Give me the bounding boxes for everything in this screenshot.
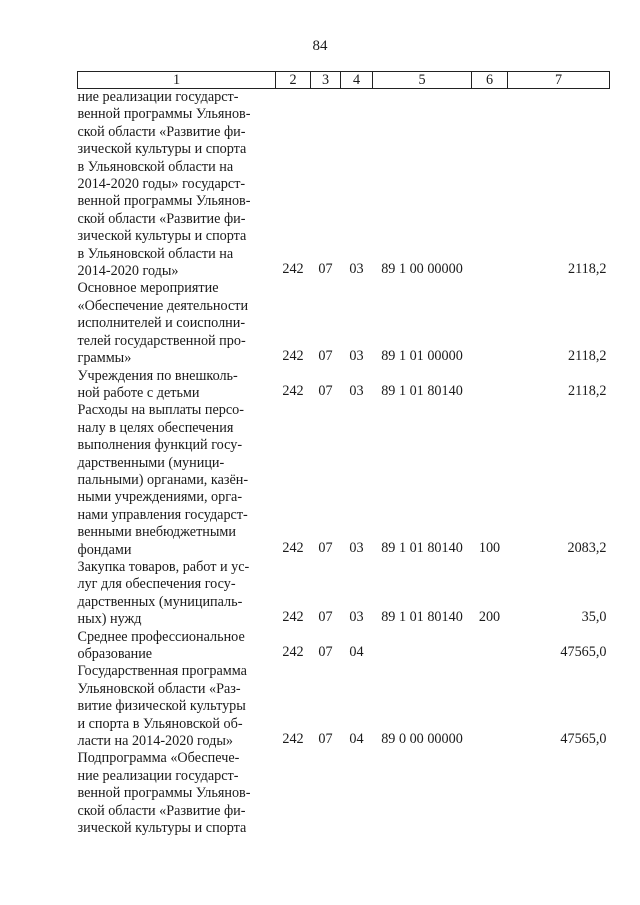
row-subsection-code: 03	[349, 609, 364, 626]
description-line: венной программы Ульянов-	[77, 785, 251, 802]
table-row	[78, 663, 610, 750]
description-line: и спорта в Ульяновской об-	[77, 715, 243, 732]
column-header-5: 5	[373, 72, 472, 89]
row-admin-code: 242	[282, 348, 304, 365]
row-expense-type	[472, 280, 508, 367]
row-amount: 47565,0	[560, 731, 607, 748]
row-section-code: 07	[318, 644, 333, 660]
description-line: зической культуры и спорта	[77, 228, 247, 245]
description-line: ных) нужд	[77, 611, 142, 628]
row-description	[78, 89, 276, 281]
row-target-article: 89 1 01 80140	[381, 609, 463, 626]
description-line: «Обеспечение деятельности	[77, 297, 249, 314]
row-description	[78, 663, 276, 750]
description-line: ской области «Развитие фи-	[77, 802, 246, 819]
description-line: венной программы Ульянов-	[77, 106, 251, 123]
row-section-code	[311, 750, 341, 837]
description-line: ской области «Развитие фи-	[77, 210, 246, 227]
row-description	[78, 559, 276, 629]
table-row	[78, 559, 610, 629]
row-expense-type: 100	[478, 539, 501, 556]
description-line: венной программы Ульянов-	[77, 193, 251, 210]
row-amount: 2118,2	[568, 382, 607, 399]
description-line: Подпрограмма «Обеспече-	[77, 750, 240, 767]
description-line: телей государственной про-	[77, 332, 246, 349]
row-expense-type	[472, 629, 508, 664]
table-row	[78, 629, 610, 664]
row-section-code: 07	[318, 539, 333, 556]
column-header-4: 4	[341, 72, 373, 89]
table-row	[78, 402, 610, 559]
description-line: Ульяновской области «Раз-	[77, 680, 241, 697]
row-admin-code: 242	[282, 261, 304, 278]
description-line: налу в целях обеспечения	[77, 419, 234, 436]
description-line: 2014-2020 годы»	[77, 263, 179, 280]
description-line: пальными) органами, казён-	[77, 471, 249, 488]
row-description	[78, 629, 276, 664]
row-target-article	[373, 629, 472, 664]
description-line: Учреждения по внешколь-	[77, 367, 238, 384]
row-subsection-code: 03	[349, 382, 364, 399]
table-row	[78, 89, 610, 281]
row-section-code: 07	[318, 731, 333, 748]
description-line: фондами	[77, 541, 132, 558]
row-description	[78, 750, 276, 837]
row-target-article: 89 1 01 00000	[381, 348, 463, 365]
page-number: 84	[312, 38, 328, 54]
row-amount: 2118,2	[568, 348, 607, 365]
description-line: ными учреждениями, орга-	[77, 489, 243, 506]
description-line: 2014-2020 годы» государст-	[77, 176, 246, 193]
row-admin-code	[276, 750, 311, 837]
row-description	[78, 368, 276, 403]
row-admin-code: 242	[282, 609, 304, 626]
description-line: дарственных (муниципаль-	[77, 593, 243, 610]
row-admin-code: 242	[282, 539, 304, 556]
row-section-code: 07	[318, 609, 333, 626]
row-subsection-code: 03	[349, 261, 364, 278]
row-description	[78, 280, 276, 367]
row-expense-type	[472, 750, 508, 837]
row-admin-code: 242	[282, 731, 304, 748]
description-line: граммы»	[77, 350, 132, 367]
row-expense-type	[472, 663, 508, 750]
column-header-1: 1	[78, 72, 276, 89]
description-line: зической культуры и спорта	[77, 820, 247, 837]
row-target-article: 89 1 00 00000	[381, 261, 463, 278]
description-line: луг для обеспечения госу-	[77, 576, 236, 593]
row-amount	[508, 750, 610, 837]
table-header-row	[78, 72, 610, 89]
description-line: Закупка товаров, работ и ус-	[77, 558, 250, 575]
description-line: Основное мероприятие	[77, 280, 219, 297]
description-line: нами управления государст-	[77, 506, 248, 523]
description-line: ской области «Развитие фи-	[77, 123, 246, 140]
description-line: в Ульяновской области на	[77, 158, 234, 175]
row-subsection-code: 03	[349, 348, 364, 365]
description-line: ной работе с детьми	[77, 384, 200, 401]
description-line: Государственная программа	[77, 663, 247, 680]
description-line: венными внебюджетными	[77, 524, 236, 541]
column-header-2: 2	[276, 72, 311, 89]
row-expense-type	[472, 368, 508, 403]
description-line: зической культуры и спорта	[77, 141, 247, 158]
column-header-6: 6	[472, 72, 508, 89]
row-amount: 2083,2	[567, 539, 607, 556]
row-target-article: 89 1 01 80140	[381, 539, 463, 556]
table-row	[78, 750, 610, 837]
table-row	[78, 368, 610, 403]
row-admin-code: 242	[282, 382, 304, 399]
row-section-code: 07	[318, 382, 333, 399]
description-line: исполнителей и соисполни-	[77, 315, 246, 332]
row-subsection-code: 04	[349, 731, 364, 748]
row-expense-type	[472, 89, 508, 281]
description-line: дарственными (муници-	[77, 454, 225, 471]
row-expense-type: 200	[478, 609, 501, 626]
description-line: Расходы на выплаты персо-	[77, 402, 244, 419]
description-line: выполнения функций госу-	[77, 437, 243, 454]
row-description	[78, 402, 276, 559]
budget-table	[77, 71, 610, 837]
row-amount: 2118,2	[568, 261, 607, 278]
table-row	[78, 280, 610, 367]
row-section-code: 07	[318, 261, 333, 278]
description-line: в Ульяновской области на	[77, 245, 234, 262]
row-amount: 35,0	[581, 609, 607, 626]
description-line: витие физической культуры	[77, 698, 246, 715]
row-section-code: 07	[318, 348, 333, 365]
table-body	[78, 89, 610, 838]
description-line: Среднее профессиональное	[77, 628, 245, 645]
row-target-article: 89 0 00 00000	[381, 731, 463, 748]
row-subsection-code: 04	[349, 644, 364, 660]
row-subsection-code: 03	[349, 539, 364, 556]
description-line: ласти на 2014-2020 годы»	[77, 733, 233, 750]
row-target-article: 89 1 01 80140	[381, 382, 463, 399]
description-line: ние реализации государст-	[77, 767, 239, 784]
description-line: образование	[77, 646, 153, 662]
row-admin-code: 242	[282, 644, 304, 660]
row-target-article	[373, 750, 472, 837]
column-header-3: 3	[311, 72, 341, 89]
description-line: ние реализации государст-	[77, 89, 239, 105]
row-subsection-code	[341, 750, 373, 837]
column-header-7: 7	[508, 72, 610, 89]
row-amount: 47565,0	[560, 644, 607, 660]
